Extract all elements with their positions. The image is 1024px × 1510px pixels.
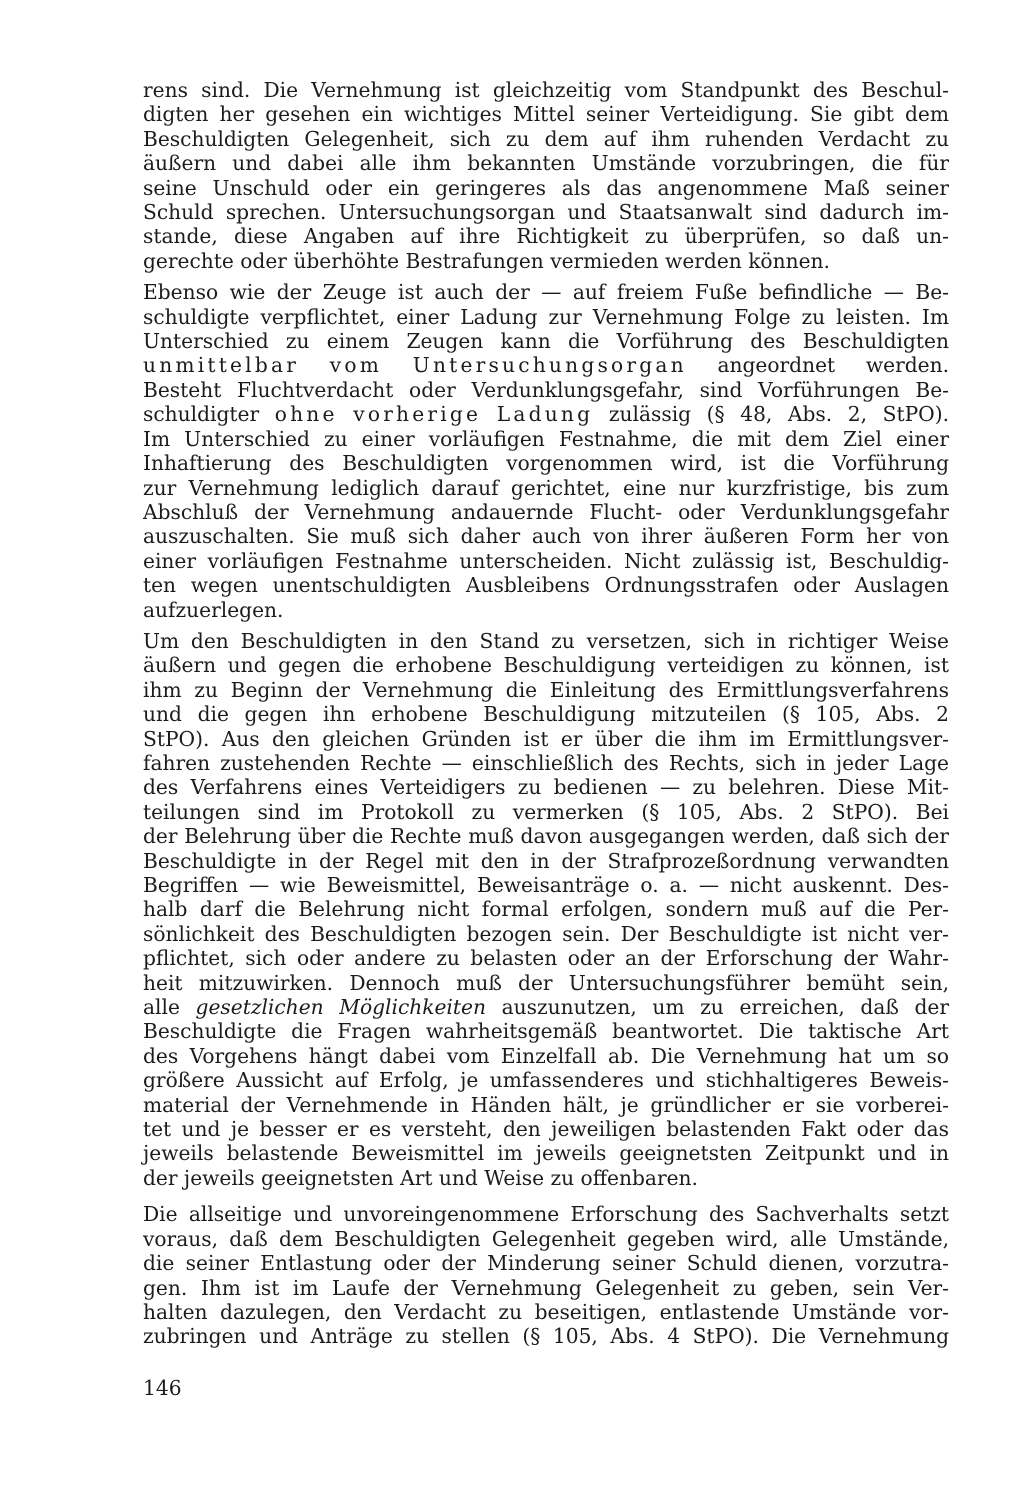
text-line: des Verfahrens eines Verteidigers zu bedienen — zu belehren. Diese Mit-: [143, 775, 949, 800]
text-line: voraus, daß dem Beschuldigten Gelegenheit gegeben wird, alle Umstände,: [143, 1226, 949, 1251]
text-line: Beschuldigte in der Regel mit den in der Strafprozeßordnung verwandten: [143, 848, 949, 873]
text-line: heit mitzuwirken. Dennoch muß der Untersuchungsführer bemüht sein,: [143, 970, 949, 995]
text-line: Die allseitige und unvoreingenommene Erforschung des Sachverhalts setzt: [143, 1202, 949, 1227]
text-line: gerechte oder überhöhte Bestrafungen vermieden werden können.: [143, 248, 830, 273]
text-line: ihm zu Beginn der Vernehmung die Einleitung des Ermittlungsverfahrens: [143, 677, 949, 702]
spaced-emphasis: vorherige: [353, 402, 482, 427]
text-fragment: auszunutzen, um zu erreichen, daß der: [485, 995, 949, 1020]
text-line: der jeweils geeignetsten Art und Weise zu offenbaren.: [143, 1165, 698, 1190]
spaced-emphasis: vom: [329, 353, 383, 378]
italic-emphasis: gesetzlichen Möglichkeiten: [195, 995, 486, 1020]
text-line: auszuschalten. Sie muß sich daher auch von ihrer äußeren Form her von: [143, 524, 949, 549]
text-line: rens sind. Die Vernehmung ist gleichzeitig vom Standpunkt des Beschul-: [143, 78, 949, 102]
spaced-emphasis: unmittelbar: [143, 353, 300, 378]
text-line: aufzuerlegen.: [143, 597, 284, 622]
text-line: und die gegen ihn erhobene Beschuldigung mitzuteilen (§ 105, Abs. 2: [143, 702, 949, 727]
text-line: halb darf die Belehrung nicht formal erfolgen, sondern muß auf die Per-: [143, 897, 949, 922]
text-line: Abschluß der Vernehmung andauernde Flucht- oder Verdunklungsgefahr: [143, 499, 949, 524]
text-fragment: schuldigter: [143, 402, 260, 427]
paragraph-3: [143, 629, 949, 1190]
text-line: des Vorgehens hängt dabei vom Einzelfall ab. Die Vernehmung hat um so: [143, 1043, 949, 1068]
text-line: schuldigte verpflichtet, einer Ladung zur Vernehmung Folge zu leisten. Im: [143, 304, 949, 329]
text-line: der Belehrung über die Rechte muß davon ausgegangen werden, daß sich der: [143, 824, 949, 849]
text-line-spaced: [143, 353, 949, 377]
text-line: stande, diese Angaben auf ihre Richtigkeit zu überprüfen, so daß un-: [143, 224, 949, 249]
text-fragment: alle: [143, 995, 196, 1020]
text-line: pflichtet, sich oder andere zu belasten oder an der Erforschung der Wahr-: [143, 946, 949, 971]
page-body: [143, 78, 949, 1349]
text-line: zur Vernehmung lediglich darauf gerichtet, eine nur kurzfristige, bis zum: [143, 475, 949, 500]
text-line: äußern und gegen die erhobene Beschuldigung verteidigen zu können, ist: [143, 653, 949, 678]
text-line: einer vorläufigen Festnahme unterscheiden. Nicht zulässig ist, Beschuldig-: [143, 548, 949, 573]
text-line: tet und je besser er es versteht, den jeweiligen belastenden Fakt oder das: [143, 1117, 949, 1142]
spaced-emphasis: Untersuchungsorgan: [412, 353, 687, 378]
text-line: die seiner Entlastung oder der Minderung seiner Schuld dienen, vorzutra-: [143, 1251, 949, 1276]
text-line: Im Unterschied zu einer vorläufigen Festnahme, die mit dem Ziel einer: [143, 426, 949, 451]
text-line: Besteht Fluchtverdacht oder Verdunklungsgefahr, sind Vorführungen Be-: [143, 377, 949, 402]
text-line: Unterschied zu einem Zeugen kann die Vorführung des Beschuldigten: [143, 329, 949, 354]
text-line: jeweils belastende Beweismittel im jeweils geeignetsten Zeitpunkt und in: [143, 1141, 949, 1166]
text-line: Schuld sprechen. Untersuchungsorgan und Staatsanwalt sind dadurch im-: [143, 200, 949, 225]
text-line: teilungen sind im Protokoll zu vermerken (§ 105, Abs. 2 StPO). Bei: [143, 799, 949, 824]
text-line: seine Unschuld oder ein geringeres als das angenommene Maß seiner: [143, 175, 949, 200]
text-line: material der Vernehmende in Händen hält, je gründlicher er sie vorberei-: [143, 1092, 949, 1117]
text-line: digten her gesehen ein wichtiges Mittel seiner Verteidigung. Sie gibt dem: [143, 102, 949, 127]
text-line: sönlichkeit des Beschuldigten bezogen sein. Der Beschuldigte ist nicht ver-: [143, 921, 949, 946]
text-line: Inhaftierung des Beschuldigten vorgenommen wird, ist die Vorführung: [143, 451, 949, 476]
paragraph-1: [143, 78, 949, 273]
text-line-spaced: [143, 402, 949, 426]
text-line: zubringen und Anträge zu stellen (§ 105, Abs. 4 StPO). Die Vernehmung: [143, 1324, 949, 1349]
text-line: StPO). Aus den gleichen Gründen ist er über die ihm im Ermittlungsver-: [143, 726, 949, 751]
paragraph-4: [143, 1202, 949, 1348]
text-line: Um den Beschuldigten in den Stand zu versetzen, sich in richtiger Weise: [143, 628, 949, 653]
paragraph-2: [143, 280, 949, 622]
text-line: größere Aussicht auf Erfolg, je umfassenderes und stichhaltigeres Beweis-: [143, 1068, 949, 1093]
text-line: fahren zustehenden Rechte — einschließlich des Rechts, sich in jeder Lage: [143, 750, 949, 775]
text-line: Beschuldigte die Fragen wahrheitsgemäß beantwortet. Die taktische Art: [143, 1019, 949, 1044]
text-fragment: angeordnet werden.: [717, 353, 950, 378]
text-line: äußern und dabei alle ihm bekannten Umstände vorzubringen, die für: [143, 151, 949, 176]
text-line: ten wegen unentschuldigten Ausbleibens Ordnungsstrafen oder Auslagen: [143, 573, 949, 598]
text-line: Ebenso wie der Zeuge ist auch der — auf freiem Fuße befindliche — Be-: [143, 280, 949, 305]
page-number: 146: [143, 1376, 182, 1400]
text-line-italic: [143, 995, 949, 1019]
spaced-emphasis: ohne: [274, 402, 338, 427]
text-line: halten dazulegen, den Verdacht zu beseitigen, entlastende Umstände vor-: [143, 1299, 949, 1324]
text-line: Beschuldigten Gelegenheit, sich zu dem auf ihm ruhenden Verdacht zu: [143, 126, 949, 151]
text-line: Begriffen — wie Beweismittel, Beweisanträge o. a. — nicht auskennt. Des-: [143, 873, 949, 897]
spaced-emphasis: Ladung: [496, 402, 594, 427]
text-fragment: zulässig (§ 48, Abs. 2, StPO).: [608, 402, 950, 427]
text-line: gen. Ihm ist im Laufe der Vernehmung Gelegenheit zu geben, sein Ver-: [143, 1275, 949, 1300]
